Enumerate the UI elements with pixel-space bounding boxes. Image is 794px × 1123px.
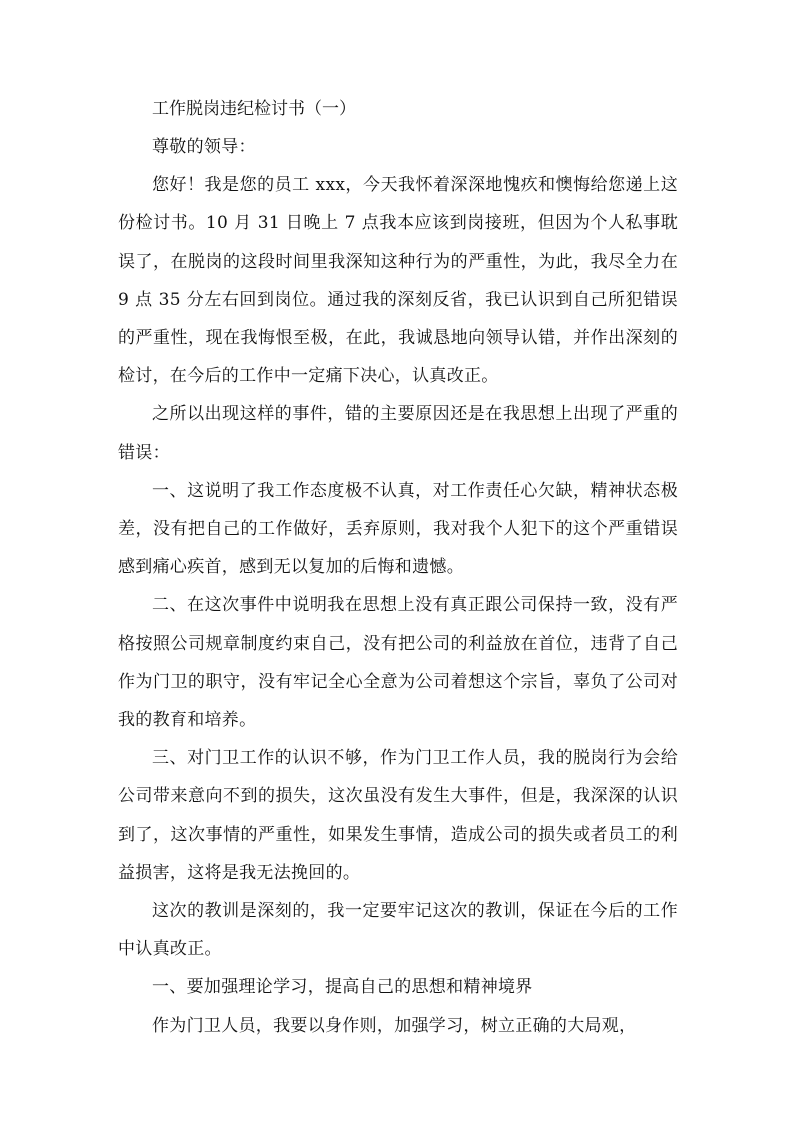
document-body [118, 90, 678, 1045]
paragraph-point-3: 三、对门卫工作的认识不够，作为门卫工作人员，我的脱岗行为会给公司带来意向不到的损失，这次虽没有发生大事件，但是，我深深的认识到了，这次事情的严重性，如果发生事情，造成公司的损失或者员工的利益损害，这将是我无法挽回的。 [118, 748, 678, 883]
document-title: 工作脱岗违纪检讨书（一） [152, 99, 356, 119]
paragraph-measure-1-text: 作为门卫人员，我要以身作则，加强学习，树立正确的大局观， [152, 1015, 637, 1036]
salutation: 尊敬的领导： [152, 137, 256, 157]
paragraph-lesson: 这次的教训是深刻的，我一定要牢记这次的教训，保证在今后的工作中认真改正。 [118, 901, 678, 960]
paragraph-intro: 您好！我是您的员工 xxx，今天我怀着深深地愧疚和懊悔给您递上这份检讨书。10 月 31 日晚上 7 点我本应该到岗接班，但因为个人私事耽误了，在脱岗的这段时间里我深知这种行为的严重性，为此，我尽全力在 9 点 35 分左右回到岗位。通过我的深刻反省，我已认识到自己所犯错误的严重性，现在我悔恨至极，在此，我诚恳地向领导认错，并作出深刻的检讨，在今后的工作中一定痛下决心，认真改正。 [118, 175, 678, 387]
paragraph-measure-1-heading: 一、要加强理论学习，提高自己的思想和精神境界 [152, 977, 533, 998]
paragraph-cause: 之所以出现这样的事件，错的主要原因还是在我思想上出现了严重的错误： [118, 404, 678, 463]
paragraph-point-1: 一、这说明了我工作态度极不认真，对工作责任心欠缺，精神状态极差，没有把自己的工作做好，丢弃原则，我对我个人犯下的这个严重错误感到痛心疾首，感到无以复加的后悔和遗憾。 [118, 480, 678, 578]
paragraph-point-2: 二、在这次事件中说明我在思想上没有真正跟公司保持一致，没有严格按照公司规章制度约束自己，没有把公司的利益放在首位，违背了自己作为门卫的职守，没有牢记全心全意为公司着想这个宗旨，辜负了公司对我的教育和培养。 [118, 595, 678, 731]
